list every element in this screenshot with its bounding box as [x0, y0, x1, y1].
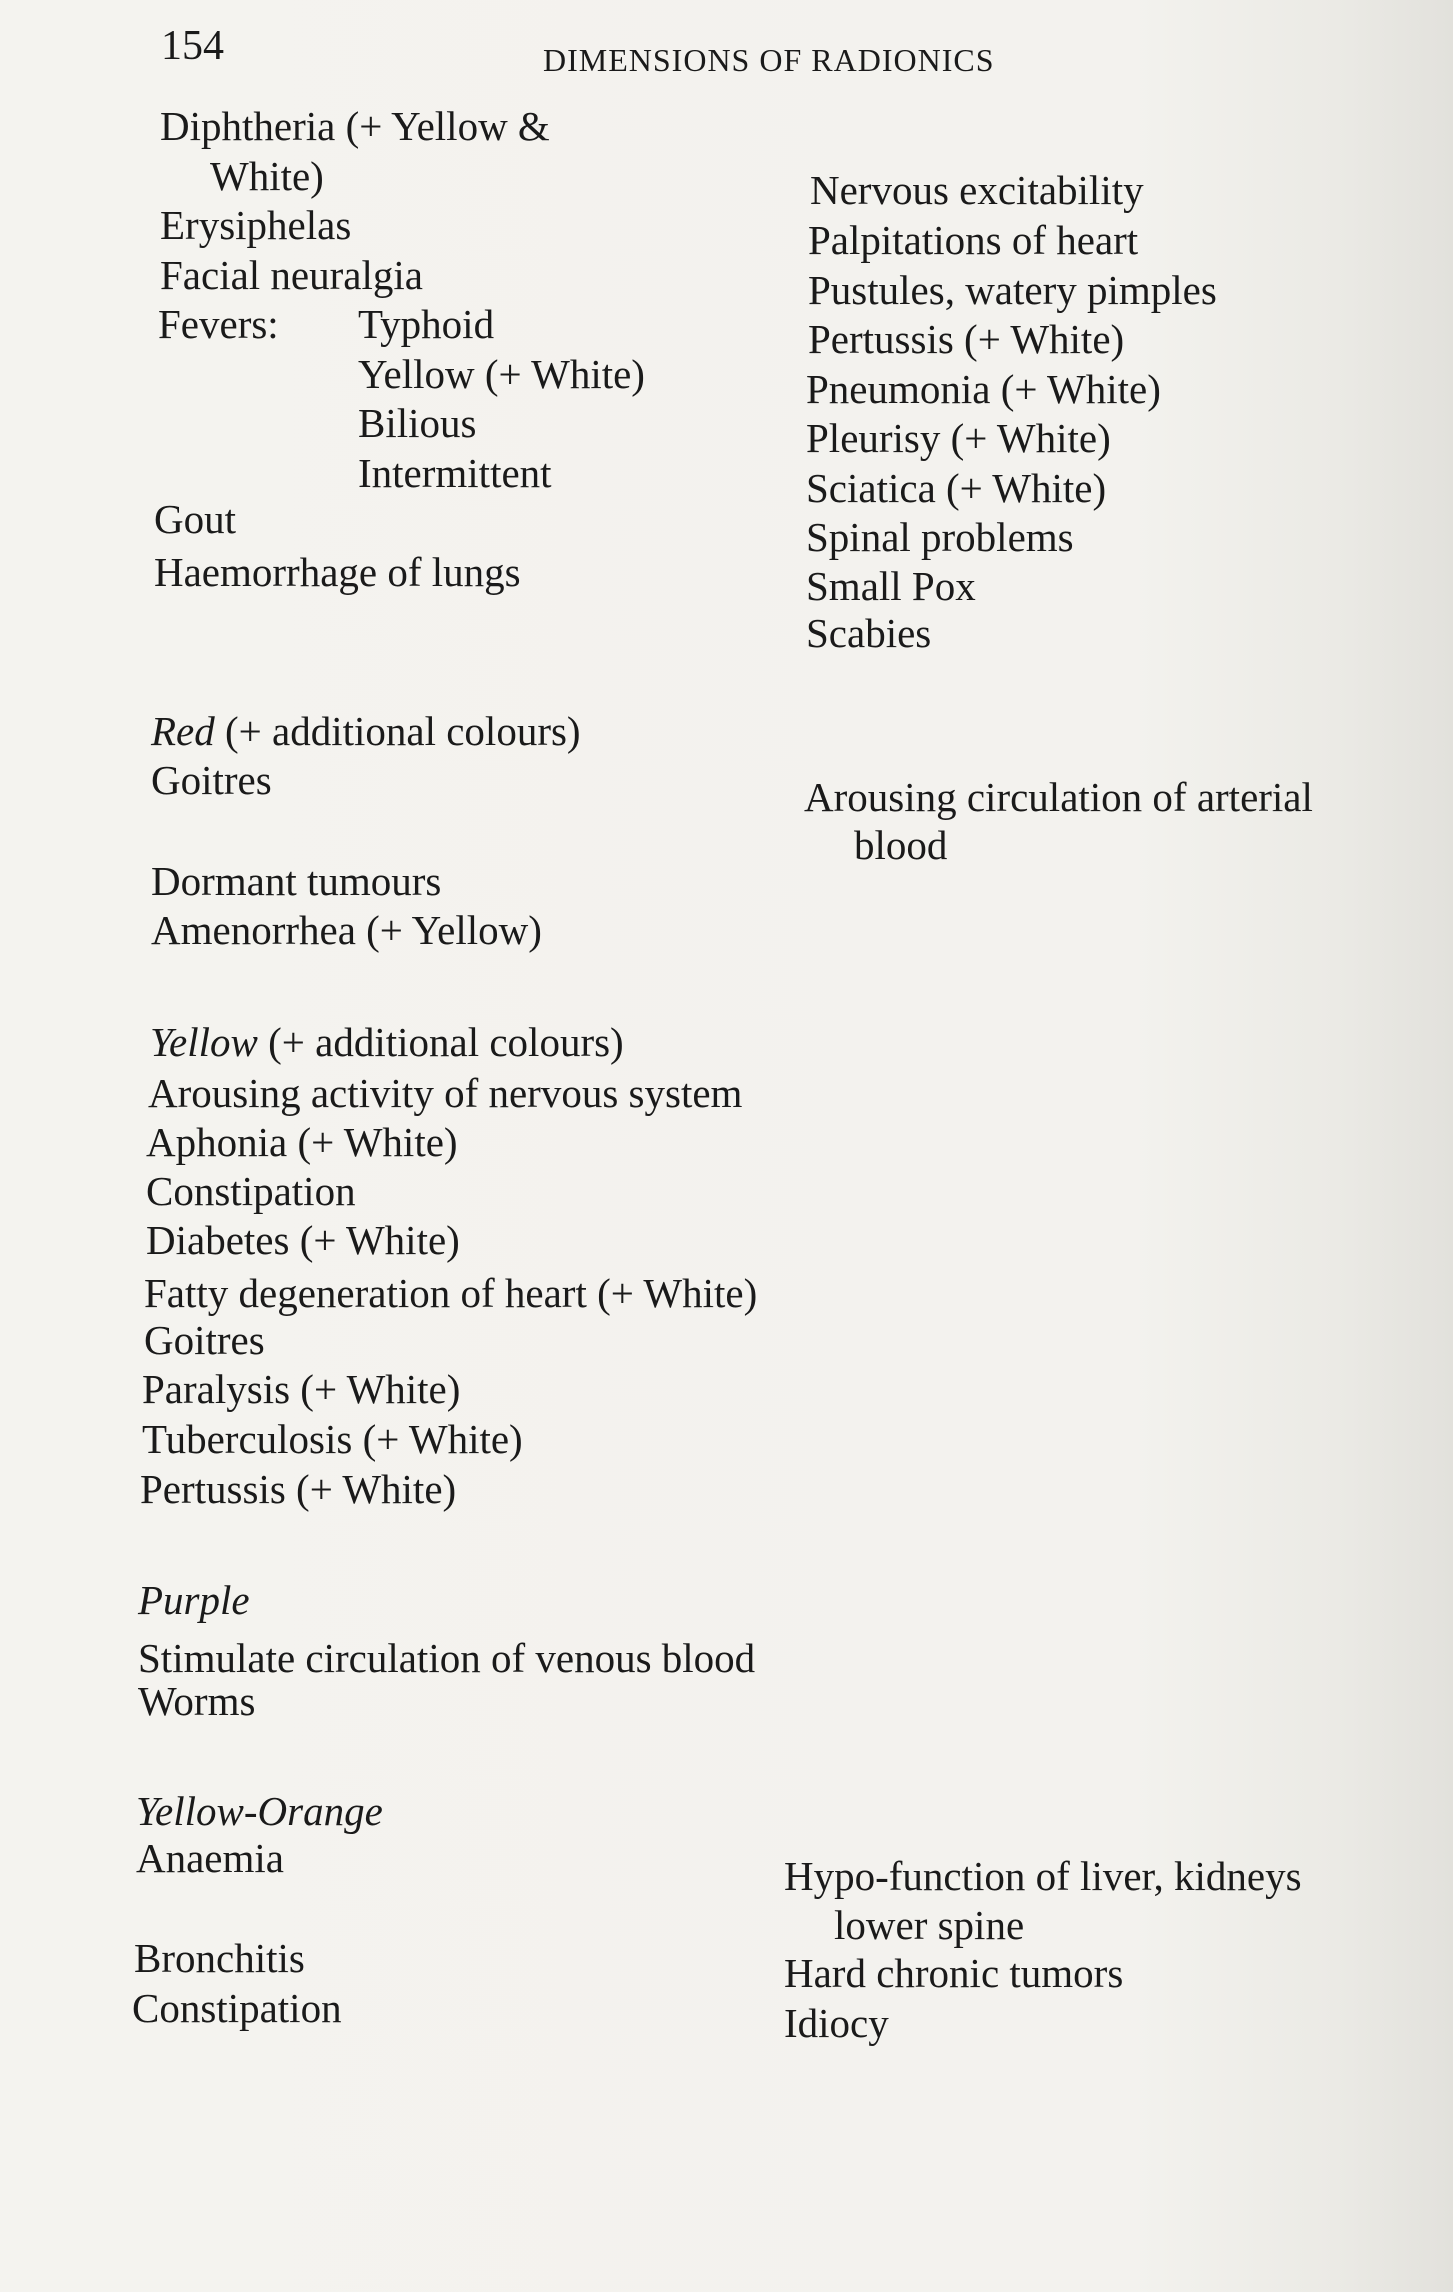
list-item-label: Fevers:: [158, 301, 279, 347]
list-item: Typhoid: [358, 301, 495, 347]
list-item: Dormant tumours: [151, 858, 442, 904]
list-item: Amenorrhea (+ Yellow): [151, 907, 542, 953]
page-number: 154: [161, 23, 224, 69]
list-item: Diabetes (+ White): [146, 1217, 460, 1263]
running-title: DIMENSIONS OF RADIONICS: [543, 42, 995, 78]
list-item: Tuberculosis (+ White): [142, 1416, 523, 1462]
list-item: Stimulate circulation of venous blood: [138, 1635, 756, 1681]
section-heading-yellow: [150, 1018, 624, 1066]
list-item: Hypo-function of liver, kidneys: [784, 1853, 1302, 1899]
list-item: Sciatica (+ White): [806, 465, 1107, 511]
list-item: Intermittent: [358, 450, 552, 496]
list-item: Pertussis (+ White): [808, 316, 1125, 362]
section-heading-yellow-orange: Yellow-Orange: [136, 1788, 383, 1834]
list-item: Palpitations of heart: [808, 217, 1139, 263]
list-item: Spinal problems: [806, 514, 1074, 560]
list-item: Erysiphelas: [160, 202, 352, 248]
colour-name: Red: [151, 708, 215, 754]
list-item: Diphtheria (+ Yellow &: [160, 103, 550, 149]
list-item: Constipation: [132, 1985, 342, 2031]
list-item: Aphonia (+ White): [146, 1119, 458, 1165]
list-item: Arousing circulation of arterial: [804, 774, 1313, 820]
list-item: blood: [854, 822, 948, 868]
list-item: Hard chronic tumors: [784, 1950, 1124, 1996]
list-item: Worms: [138, 1678, 256, 1724]
list-item: Gout: [154, 496, 236, 542]
list-item: lower spine: [834, 1902, 1025, 1948]
list-item: Fatty degeneration of heart (+ White): [144, 1270, 758, 1316]
list-item: White): [210, 153, 324, 199]
list-item: Small Pox: [806, 563, 976, 609]
list-item: Haemorrhage of lungs: [154, 549, 521, 595]
section-heading-red: [151, 707, 581, 755]
list-item: Facial neuralgia: [160, 252, 423, 298]
colour-note: (+ additional colours): [214, 708, 581, 754]
colour-note: (+ additional colours): [257, 1019, 624, 1065]
list-item: Nervous excitability: [810, 167, 1144, 213]
list-item: Goitres: [151, 757, 272, 803]
section-heading-purple: Purple: [138, 1577, 250, 1623]
list-item: Bilious: [358, 400, 477, 446]
list-item: Arousing activity of nervous system: [148, 1070, 743, 1116]
list-item: Anaemia: [136, 1835, 284, 1881]
list-item: Pleurisy (+ White): [806, 415, 1111, 461]
list-item: Yellow (+ White): [358, 351, 645, 397]
colour-name: Yellow: [150, 1019, 258, 1065]
list-item: Pustules, watery pimples: [808, 267, 1217, 313]
list-item: Idiocy: [784, 2000, 889, 2046]
list-item: Paralysis (+ White): [142, 1366, 461, 1412]
list-item: Pertussis (+ White): [140, 1466, 457, 1512]
list-item: Bronchitis: [134, 1935, 305, 1981]
list-item: Goitres: [144, 1317, 265, 1363]
list-item: Scabies: [806, 610, 932, 656]
list-item: Pneumonia (+ White): [806, 366, 1161, 412]
list-item: Constipation: [146, 1168, 356, 1214]
